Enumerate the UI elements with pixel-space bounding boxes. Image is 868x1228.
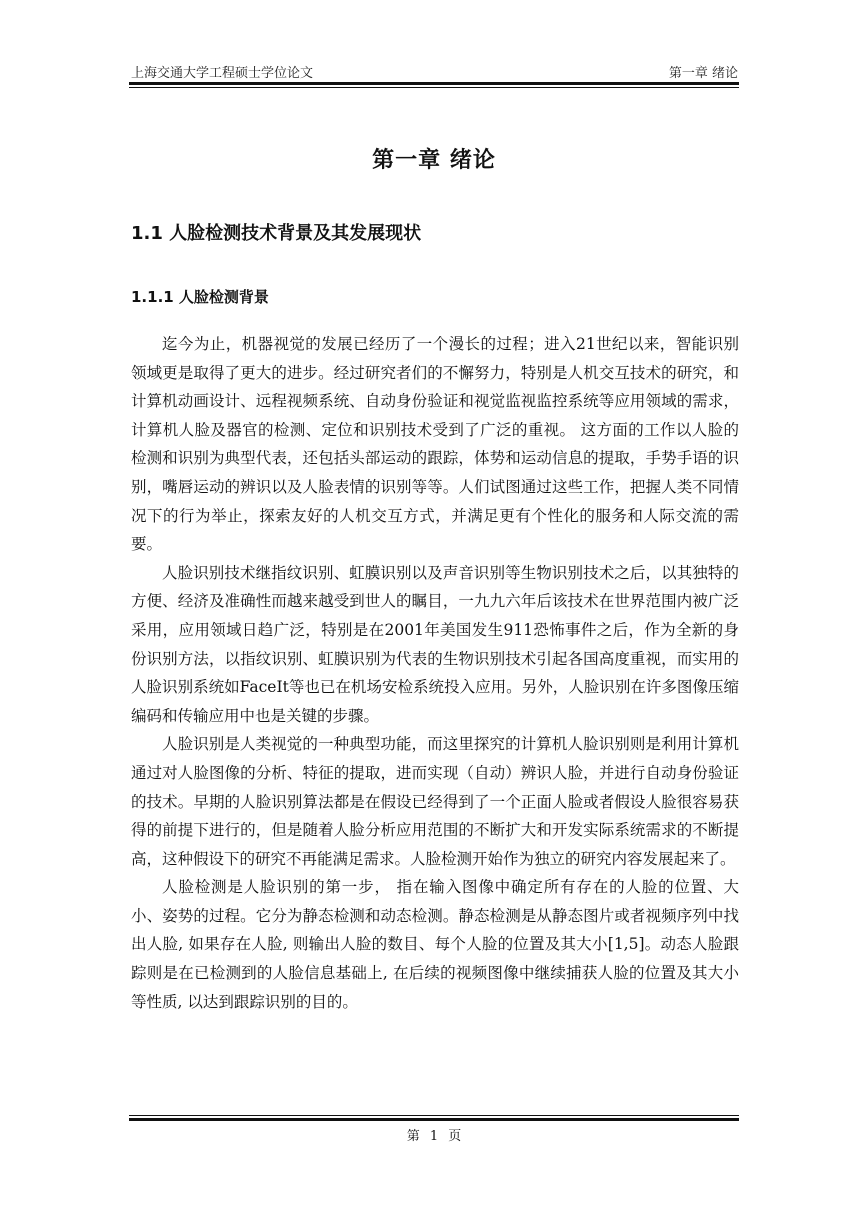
running-header <box>131 62 738 82</box>
header-chapter-name: 第一章 绪论 <box>668 66 738 81</box>
footer-rule-thin <box>129 1115 739 1116</box>
footer-rule <box>129 1118 739 1121</box>
header-thesis-title: 上海交通大学工程硕士学位论文 <box>131 66 314 81</box>
paragraph: 人脸识别技术继指纹识别、虹膜识别以及声音识别等生物识别技术之后，以其独特的方便、经济及准确性而越来越受到世人的瞩目，一九九六年后该技术在世界范围内被广泛采用，应用领域日趋广泛，特别是在2001年美国发生911恐怖事件之后，作为全新的身份识别方法，以指纹识别、虹膜识别为代表的生物识别技术引起各国高度重视，而实用的人脸识别系统如FaceIt等也已在机场安检系统投入应用。另外，人脸识别在许多图像压缩编码和传输应用中也是关键的步骤。 <box>131 563 739 725</box>
subsection-title: 1.1.1 人脸检测背景 <box>131 288 269 306</box>
page-number: 第 1 页 <box>406 1129 462 1144</box>
section-title: 1.1 人脸检测技术背景及其发展现状 <box>131 223 422 244</box>
paragraph: 人脸检测是人脸识别的第一步， 指在输入图像中确定所有存在的人脸的位置、大小、姿势的过程。它分为静态检测和动态检测。静态检测是从静态图片或者视频序列中找出人脸, 如果存在人脸, 则输出人脸的数目、每个人脸的位置及其大小[1,5]。动态人脸跟踪则是在已检测到的人脸信息基础上, 在后续的视频图像中继续捕获人脸的位置及其大小等性质, 以达到跟踪识别的目的。 <box>131 878 739 1011</box>
paragraph: 人脸识别是人类视觉的一种典型功能，而这里探究的计算机人脸识别则是利用计算机通过对人脸图像的分析、特征的提取，进而实现（自动）辨识人脸，并进行自动身份验证的技术。早期的人脸识别算法都是在假设已经得到了一个正面人脸或者假设人脸很容易获得的前提下进行的，但是随着人脸分析应用范围的不断扩大和开发实际系统需求的不断提高，这种假设下的研究不再能满足需求。人脸检测开始作为独立的研究内容发展起来了。 <box>131 735 739 868</box>
paragraph: 迄今为止，机器视觉的发展已经历了一个漫长的过程；进入21世纪以来，智能识别领域更是取得了更大的进步。经过研究者们的不懈努力，特别是人机交互技术的研究，和计算机动画设计、远程视频系统、自动身份验证和视觉监视监控系统等应用领域的需求，计算机人脸及器官的检测、定位和识别技术受到了广泛的重视。 这方面的工作以人脸的检测和识别为典型代表，还包括头部运动的跟踪，体势和运动信息的提取，手势手语的识别，嘴唇运动的辨识以及人脸表情的识别等等。人们试图通过这些工作，把握人类不同情况下的行为举止，探索友好的人机交互方式，并满足更有个性化的服务和人际交流的需要。 <box>131 335 739 554</box>
header-rule-thin <box>129 87 739 88</box>
body-text <box>131 330 739 1016</box>
chapter-title: 第一章 绪论 <box>372 148 496 173</box>
header-rule <box>129 82 739 85</box>
